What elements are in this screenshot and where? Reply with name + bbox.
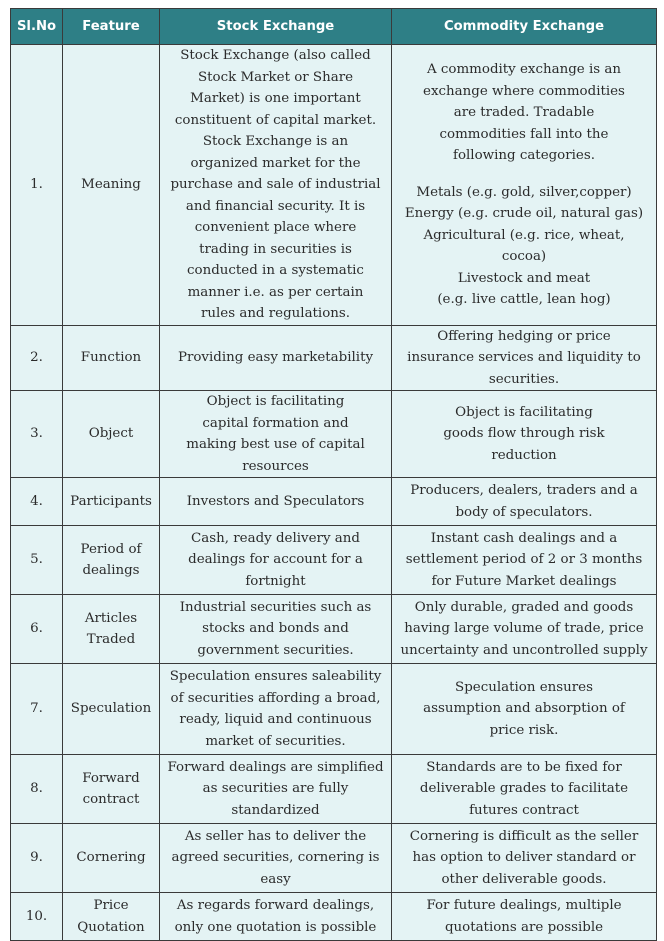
row-commodity-exchange: Standards are to be fixed for deliverable grades to facilitate futures contract (392, 755, 657, 824)
row-feature: Articles Traded (63, 595, 160, 664)
row-feature: Cornering (63, 824, 160, 893)
row-commodity-exchange: For future dealings, multiple quotations are possible (392, 893, 657, 941)
row-number: 10. (11, 893, 63, 941)
category-energy: Energy (e.g. crude oil, natural gas) (404, 206, 644, 221)
table-row (11, 526, 657, 595)
row-commodity-exchange: Producers, dealers, traders and a body of speculators. (392, 478, 657, 526)
row-number: 2. (11, 325, 63, 391)
row-number: 7. (11, 664, 63, 755)
row-stock-exchange: Object is facilitating capital formation and making best use of capital resources (160, 391, 392, 478)
row-stock-exchange: Cash, ready delivery and dealings for account for a fortnight (160, 526, 392, 595)
row-feature: Object (63, 391, 160, 478)
row-feature: Meaning (63, 45, 160, 326)
row-commodity-exchange: Speculation ensures assumption and absorption of price risk. (392, 664, 657, 755)
row-stock-exchange: Providing easy marketability (160, 325, 392, 391)
table-row (11, 478, 657, 526)
table-row (11, 45, 657, 326)
row-feature: Forward contract (63, 755, 160, 824)
row-number: 3. (11, 391, 63, 478)
row-feature: Period of dealings (63, 526, 160, 595)
category-livestock: Livestock and meat (457, 270, 591, 286)
header-row (11, 9, 657, 45)
table-row (11, 325, 657, 391)
row-commodity-exchange: Only durable, graded and goods having large volume of trade, price uncertainty and uncontrolled supply (392, 595, 657, 664)
row-commodity-exchange: Cornering is difficult as the seller has option to deliver standard or other deliverable goods. (392, 824, 657, 893)
header-slno: Sl.No (11, 9, 63, 45)
row-number: 8. (11, 755, 63, 824)
row-feature: Price Quotation (63, 893, 160, 941)
table-row (11, 391, 657, 478)
comparison-table (10, 8, 657, 941)
header-stock-exchange: Stock Exchange (160, 9, 392, 45)
table-row (11, 824, 657, 893)
row-number: 6. (11, 595, 63, 664)
row-stock-exchange: Stock Exchange (also called Stock Market or Share Market) is one important constituent of capital market. Stock Exchange is an organized market for the purchase and sale of industrial and financial security. It is convenient place where trading in securities is conducted in a systematic manner i.e. as per certain rules and regulations. (160, 45, 392, 326)
category-metals: Metals (e.g. gold, silver,copper) (416, 184, 632, 200)
row-number: 5. (11, 526, 63, 595)
row-number: 1. (11, 45, 63, 326)
table-row (11, 664, 657, 755)
category-livestock-examples: (e.g. live cattle, lean hog) (437, 292, 611, 307)
row-number: 4. (11, 478, 63, 526)
row-feature: Speculation (63, 664, 160, 755)
row-stock-exchange: As seller has to deliver the agreed securities, cornering is easy (160, 824, 392, 893)
row-stock-exchange: Investors and Speculators (160, 478, 392, 526)
row-stock-exchange: Forward dealings are simplified as securities are fully standardized (160, 755, 392, 824)
row-stock-exchange: As regards forward dealings, only one quotation is possible (160, 893, 392, 941)
table-row (11, 893, 657, 941)
commodity-definition: A commodity exchange is an exchange where commodities are traded. Tradable commodities fall into the following categories. (423, 62, 625, 163)
row-number: 9. (11, 824, 63, 893)
row-feature: Function (63, 325, 160, 391)
table-row (11, 595, 657, 664)
row-feature: Participants (63, 478, 160, 526)
row-commodity-exchange (392, 45, 657, 326)
row-commodity-exchange: Instant cash dealings and a settlement period of 2 or 3 months for Future Market dealings (392, 526, 657, 595)
table-row (11, 755, 657, 824)
header-commodity-exchange: Commodity Exchange (392, 9, 657, 45)
row-stock-exchange: Industrial securities such as stocks and bonds and government securities. (160, 595, 392, 664)
row-stock-exchange: Speculation ensures saleability of securities affording a broad, ready, liquid and continuous market of securities. (160, 664, 392, 755)
category-agricultural: Agricultural (e.g. rice, wheat, cocoa) (423, 227, 625, 264)
commodity-categories (400, 182, 648, 311)
row-commodity-exchange: Offering hedging or price insurance services and liquidity to securities. (392, 325, 657, 391)
header-feature: Feature (63, 9, 160, 45)
row-commodity-exchange: Object is facilitating goods flow through risk reduction (392, 391, 657, 478)
